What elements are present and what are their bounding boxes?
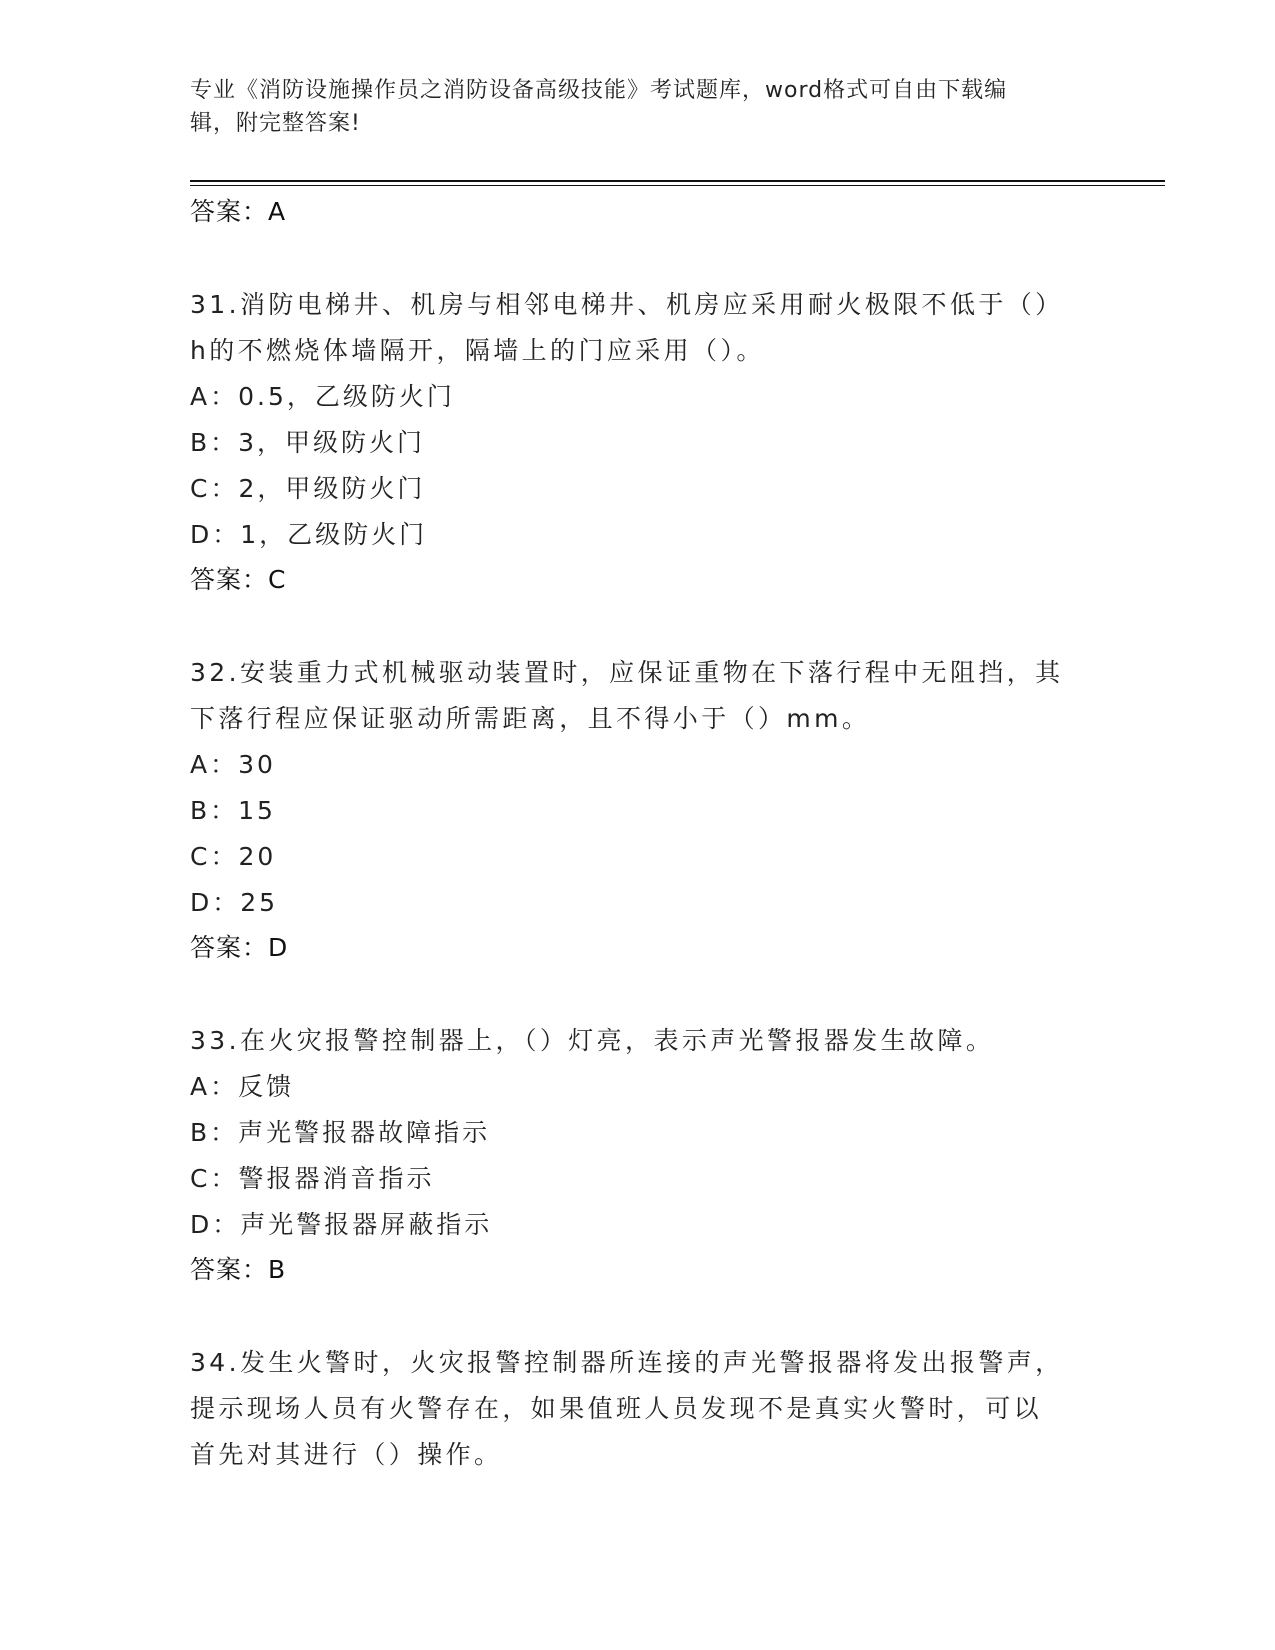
answer-label: 答案：B [190,1255,287,1284]
question-text-line: 31.消防电梯井、机房与相邻电梯井、机房应采用耐火极限不低于（） [190,290,1064,319]
option-a: A：30 [190,750,276,779]
option-a: A：反馈 [190,1072,295,1101]
option-d: D：1，乙级防火门 [190,520,428,549]
question-text-line: h的不燃烧体墙隔开，隔墙上的门应采用（）。 [190,336,765,365]
question-text-line: 首先对其进行（）操作。 [190,1440,503,1469]
option-c: C：2，甲级防火门 [190,474,426,503]
answer-label: 答案：C [190,565,287,594]
question-text-line: 34.发生火警时，火灾报警控制器所连接的声光警报器将发出报警声， [190,1348,1064,1377]
question-text-line: 下落行程应保证驱动所需距离，且不得小于（）mm。 [190,704,871,733]
document-header [190,74,1090,140]
option-b: B：3，甲级防火门 [190,428,426,457]
question-text-line: 32.安装重力式机械驱动装置时，应保证重物在下落行程中无阻挡，其 [190,658,1064,687]
answer-label: 答案：A [190,197,287,226]
document-body [190,190,1090,1478]
option-c: C：20 [190,842,277,871]
question-text-line: 提示现场人员有火警存在，如果值班人员发现不是真实火警时，可以 [190,1394,1043,1423]
header-divider-thick [190,180,1165,182]
header-divider-thin [190,185,1165,186]
answer-label: 答案：D [190,933,289,962]
header-line-1: 专业《消防设施操作员之消防设备高级技能》考试题库，word格式可自由下载编 [190,78,1008,103]
option-b: B：声光警报器故障指示 [190,1118,491,1147]
header-line-2: 辑，附完整答案! [190,111,361,136]
option-c: C：警报器消音指示 [190,1164,435,1193]
option-d: D：25 [190,888,279,917]
question-33 [190,1018,1090,1292]
option-a: A：0.5，乙级防火门 [190,382,455,411]
question-34 [190,1340,1090,1478]
question-31 [190,282,1090,602]
option-d: D：声光警报器屏蔽指示 [190,1210,493,1239]
option-b: B：15 [190,796,276,825]
question-32 [190,650,1090,970]
question-text-line: 33.在火灾报警控制器上，（）灯亮，表示声光警报器发生故障。 [190,1026,995,1055]
